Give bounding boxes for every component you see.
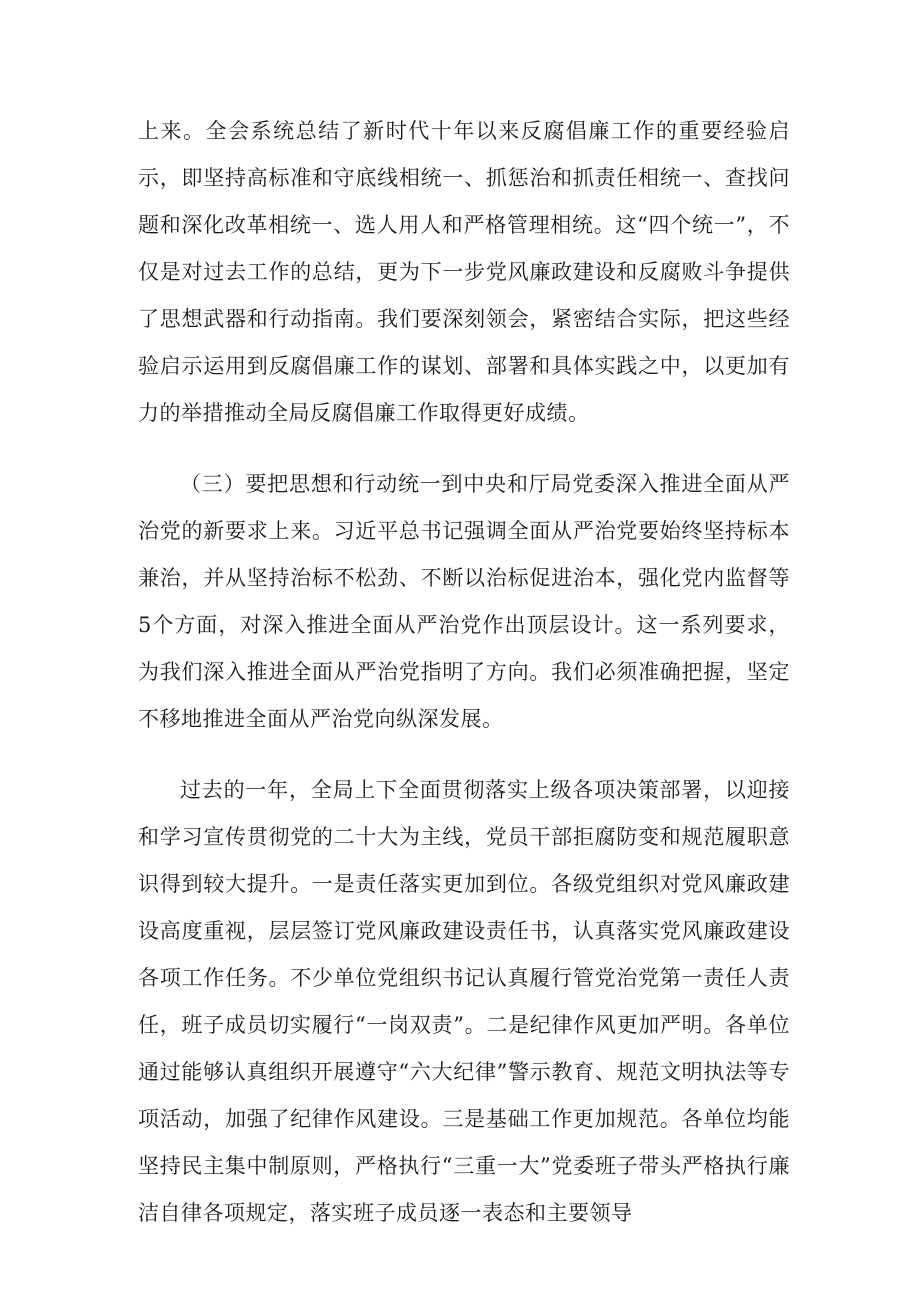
paragraph-continuation: 上来。全会系统总结了新时代十年以来反腐倡廉工作的重要经验启示，即坚持高标准和守底线相统一、抓惩治和抓责任相统一、查找问题和深化改革相统一、选人用人和严格管理相统。这“四个统一”，不仅是对过去工作的总结，更为下一步党风廉政建设和反腐败斗争提供了思想武器和行动指南。我们要深刻领会，紧密结合实际，把这些经验启示运用到反腐倡廉工作的谋划、部署和具体实践之中，以更加有力的举措推动全局反腐倡廉工作取得更好成绩。 xyxy=(138,119,790,425)
paragraph-past-year: 过去的一年，全局上下全面贯彻落实上级各项决策部署，以迎接和学习宣传贯彻党的二十大为主线，党员干部拒腐防变和规范履职意识得到较大提升。一是责任落实更加到位。各级党组织对党风廉政建设高度重视，层层签订党风廉政建设责任书，认真落实党风廉政建设各项工作任务。不少单位党组织书记认真履行管党治党第一责任人责任，班子成员切实履行“一岗双责”。二是纪律作风更加严明。各单位通过能够认真组织开展遵守“六大纪律”警示教育、规范文明执法等专项活动，加强了纪律作风建设。三是基础工作更加规范。各单位均能坚持民主集中制原则，严格执行“三重一大”党委班子带头严格执行廉洁自律各项规定，落实班子成员逐一表态和主要领导 xyxy=(138,778,790,1225)
document-body xyxy=(138,108,790,1261)
paragraph-section-three: （三）要把思想和行动统一到中央和厅局党委深入推进全面从严治党的新要求上来。习近平总书记强调全面从严治党要始终坚持标本兼治，并从坚持治标不松劲、不断以治标促进治本，强化党内监督等5个方面，对深入推进全面从严治党作出顶层设计。这一系列要求，为我们深入推进全面从严治党指明了方向。我们必须准确把握，坚定不移地推进全面从严治党向纵深发展。 xyxy=(138,472,790,731)
